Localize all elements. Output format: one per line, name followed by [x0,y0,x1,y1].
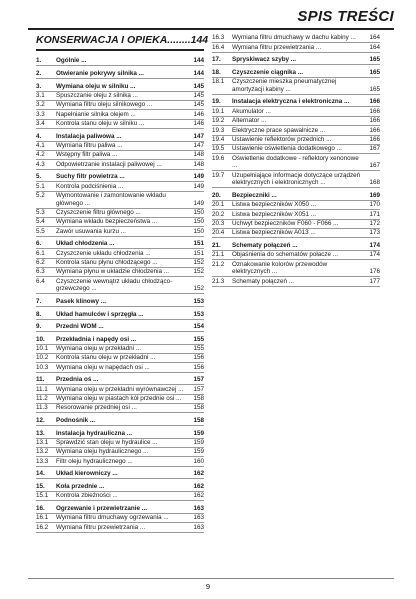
toc-subsection-entry[interactable] [36,218,204,227]
toc-entry-page: 171 [369,210,380,218]
toc-entry-number: 16. [36,504,45,512]
toc-entry-number: 11. [36,376,45,384]
toc-entry-title: Podnośnik ... [56,417,96,425]
toc-entry-title: Instalacja hydrauliczna ... [56,429,132,437]
toc-entry-number: 4. [36,132,42,140]
toc-chapter-entry[interactable] [36,376,204,385]
toc-entry-page: 163 [193,504,204,512]
toc-subsection-entry[interactable] [36,523,204,532]
toc-entry-title: Wymiana oleju w piastach kół przednie osi ... [56,395,182,403]
toc-subsection-entry[interactable] [36,209,204,218]
toc-entry-title: Przedni WOM ... [56,323,104,331]
toc-entry-number: 18. [212,68,221,76]
toc-entry-page: 153 [193,297,204,305]
toc-entry-page: 156 [193,363,204,371]
toc-subsection-entry[interactable] [212,117,380,126]
toc-entry-number: 6.1 [36,249,45,257]
toc-chapter-entry[interactable] [36,240,204,249]
toc-entry-page: 170 [369,201,380,209]
toc-entry-page: 150 [193,218,204,226]
toc-subsection-entry[interactable] [212,220,380,229]
toc-chapter-entry[interactable] [212,69,380,78]
toc-entry-title: Zawór usuwania kurzu ... [56,227,126,235]
toc-entry-number: 15. [36,482,45,490]
toc-entry-page: 145 [193,101,204,109]
toc-entry-title: Suchy filtr powietrza ... [56,173,125,181]
toc-entry-page: 168 [369,179,380,187]
toc-entry-title: Wymiana płynu w układzie chłodzenia ... [56,268,169,276]
toc-entry-page: 167 [369,145,380,153]
toc-entry-number: 6.2 [36,259,45,267]
toc-subsection-entry[interactable] [212,136,380,145]
header-divider [28,28,394,30]
toc-entry-title: Wymiana oleju hydraulicznego ... [56,448,149,456]
toc-entry-title: Filtr oleju hydraulicznego ... [56,457,133,465]
toc-subsection-entry[interactable] [36,457,204,466]
toc-entry-page: 174 [369,241,380,249]
toc-entry-number: 12. [36,417,45,425]
toc-entry-title: Spuszczanie oleju z silnika ... [56,91,138,99]
toc-entry-page: 163 [193,523,204,531]
toc-subsection-entry[interactable] [212,126,380,135]
toc-entry-number: 16.1 [36,514,49,522]
toc-entry-page: 166 [369,98,380,106]
toc-entry-number: 19. [212,98,221,106]
toc-entry-title: Listwa bezpieczników A013 ... [232,229,316,237]
toc-subsection-entry[interactable] [36,92,204,101]
toc-entry-page: 153 [193,310,204,318]
toc-entry-number: 3. [36,82,42,90]
toc-entry-number: 10.2 [36,354,49,362]
toc-entry-title: Wymiana filtru przewietrzania ... [56,523,146,531]
toc-subsection-entry[interactable] [36,448,204,457]
toc-entry-title: Listwa bezpieczników X050 ... [232,201,317,209]
toc-entry-page: 159 [193,448,204,456]
toc-chapter-entry[interactable] [36,57,204,66]
toc-entry-page: 174 [369,251,380,259]
toc-subsection-entry[interactable] [212,171,380,188]
toc-entry-page: 147 [193,132,204,140]
toc-entry-number: 19.5 [212,145,225,153]
toc-entry-page: 158 [193,395,204,403]
toc-chapter-entry[interactable] [36,70,204,79]
toc-subsection-entry[interactable] [36,363,204,372]
toc-chapter-entry[interactable] [36,310,204,319]
toc-subsection-entry[interactable] [36,345,204,354]
toc-entry-title: Ogólnie ... [56,57,87,65]
toc-subsection-entry[interactable] [36,385,204,394]
toc-entry-number: 3.1 [36,91,45,99]
toc-entry-page: 147 [193,141,204,149]
toc-subsection-entry[interactable] [212,229,380,238]
toc-entry-number: 21.3 [212,277,225,285]
toc-entry-page: 167 [369,162,380,170]
toc-entry-page: 146 [193,120,204,128]
toc-subsection-entry[interactable] [36,439,204,448]
toc-entry-title: Układ hamulców i sprzęgła ... [56,310,144,318]
header-title: SPIS TREŚCI [297,8,394,25]
toc-entry-number: 5.2 [36,192,45,200]
toc-entry-title: Koła przednie ... [56,482,105,490]
toc-entry-page: 149 [193,199,204,207]
toc-entry-number: 19.3 [212,126,225,134]
toc-entry-number: 13. [36,429,45,437]
toc-entry-title: Wymiana filtru oleju silnikowego ... [56,101,153,109]
toc-entry-number: 13.3 [36,457,49,465]
toc-entry-number: 4.2 [36,151,45,159]
toc-entry-title: Czyszczenie mieszka pneumatycznej amortyzacji kabiny ... [232,78,337,93]
toc-entry-title: Wymontowanie i zamontowanie wkładu głównego ... [56,192,166,207]
toc-entry-page: 159 [193,429,204,437]
toc-entry-number: 18.1 [212,78,225,86]
toc-chapter-entry[interactable] [36,470,204,479]
section-title [36,34,209,51]
toc-entry-number: 21.1 [212,251,225,259]
toc-entry-page: 145 [193,82,204,90]
toc-entry-number: 20. [212,191,221,199]
toc-chapter-entry[interactable] [36,132,204,141]
toc-entry-title: Czyszczenie układu chłodzenia ... [56,249,151,257]
toc-entry-number: 17. [212,56,221,64]
toc-entry-title: Układ kierowniczy ... [56,470,118,478]
toc-chapter-entry[interactable] [36,429,204,438]
toc-entry-page: 149 [193,173,204,181]
toc-entry-title: Wymiana oleju w napędach osi ... [56,363,150,371]
section-title-page: 144 [190,34,209,46]
toc-entry-page: 148 [193,151,204,159]
toc-entry-title: Uchwyt bezpieczników F060 - F066 ... [232,219,339,227]
toc-entry-title: Kontrola stanu oleju w silniku ... [56,120,145,128]
toc-entry-title: Przekładnia i napędy osi ... [56,335,137,343]
toc-entry-title: Ustawienie oświetlenia dodatkowego ... [232,145,342,153]
toc-entry-page: 166 [369,126,380,134]
toc-entry-number: 15.1 [36,492,49,500]
toc-left-column [36,34,209,533]
page-number: 9 [205,582,211,591]
toc-subsection-entry[interactable] [36,182,204,191]
toc-entry-number: 16.3 [212,34,225,42]
toc-entry-page: 176 [369,268,380,276]
toc-entry-title: Czyszczenie wewnątrz układu chłodząco-grzewczego ... [56,277,173,293]
toc-chapter-entry[interactable] [36,504,204,513]
toc-entry-title: Wstępny filtr paliwa ... [56,151,118,159]
toc-subsection-entry[interactable] [36,142,204,151]
toc-right-list [212,34,380,287]
toc-subsection-entry[interactable] [212,210,380,219]
toc-entry-page: 173 [369,229,380,237]
toc-subsection-entry[interactable] [36,259,204,268]
toc-entry-number: 20.3 [212,219,225,227]
toc-subsection-entry[interactable] [212,201,380,210]
toc-subsection-entry[interactable] [36,151,204,160]
toc-entry-page: 158 [193,417,204,425]
toc-entry-title: Kontrola zbieżności ... [56,492,118,500]
toc-entry-number: 19.4 [212,135,225,143]
toc-entry-number: 13.2 [36,448,49,456]
toc-entry-number: 6.4 [36,277,45,285]
toc-entry-number: 16.4 [212,43,225,51]
toc-entry-number: 3.2 [36,101,45,109]
toc-entry-title: Instalacja paliwowa ... [56,132,122,140]
toc-entry-number: 20.4 [212,229,225,237]
toc-entry-page: 155 [193,335,204,343]
toc-entry-title: Spryskiwacz szyby ... [232,56,297,64]
toc-subsection-entry[interactable] [36,395,204,404]
toc-entry-title: Wymiana filtru dmuchawy w dachu kabiny ... [232,34,356,42]
toc-entry-page: 155 [193,345,204,353]
toc-entry-title: Sprawdzić stan oleju w hydraulice ... [56,438,158,446]
toc-entry-number: 19.2 [212,117,225,125]
toc-subsection-entry[interactable] [36,192,204,209]
toc-entry-number: 20.2 [212,210,225,218]
toc-entry-title: Ustawienie reflektorów przednich ... [232,135,332,143]
toc-subsection-entry[interactable] [36,404,204,413]
toc-entry-title: Objaśnienia do schematów połacze ... [232,251,339,259]
toc-subsection-entry[interactable] [36,354,204,363]
toc-entry-page: 157 [193,385,204,393]
toc-entry-number: 11.1 [36,385,48,393]
toc-entry-number: 4.1 [36,141,45,149]
toc-entry-title: Kontrola stanu płynu chłodzącego ... [56,259,158,267]
toc-entry-number: 14. [36,470,45,478]
toc-entry-title: Schematy połączeń ... [232,241,298,249]
toc-entry-page: 152 [193,268,204,276]
toc-chapter-entry[interactable] [36,82,204,91]
toc-entry-title: Pasek klinowy ... [56,297,107,305]
toc-entry-number: 1. [36,57,42,65]
toc-entry-page: 149 [193,182,204,190]
toc-entry-page: 151 [193,240,204,248]
toc-subsection-entry[interactable] [36,277,204,294]
toc-entry-number: 21.2 [212,260,225,268]
toc-entry-number: 5. [36,173,42,181]
toc-entry-title: Wymiana filtru dmuchawy ogrzewania ... [56,514,169,522]
toc-entry-number: 21. [212,241,221,249]
toc-entry-number: 2. [36,69,42,77]
toc-chapter-entry[interactable] [212,98,380,107]
toc-entry-page: 164 [369,43,380,51]
toc-entry-title: Listwa bezpieczników X051 ... [232,210,317,218]
toc-entry-number: 19.6 [212,154,225,162]
toc-entry-title: Wymiana oleju w przekładni ... [56,345,141,353]
toc-entry-title: Uzupełniające informacje dotyczące urządzeń elektrycznych i elektronicznych ... [232,171,361,187]
toc-subsection-entry[interactable] [36,110,204,119]
toc-entry-number: 5.5 [36,227,45,235]
toc-entry-title: Układ chłodzenia ... [56,240,115,248]
toc-entry-number: 10.1 [36,345,49,353]
toc-entry-page: 162 [193,492,204,500]
toc-entry-title: Ogrzewanie i przewietrzanie ... [56,504,147,512]
toc-subsection-entry[interactable] [36,120,204,129]
toc-entry-page: 163 [193,514,204,522]
toc-subsection-entry[interactable] [212,145,380,154]
toc-entry-page: 159 [193,438,204,446]
toc-entry-number: 11.2 [36,395,48,403]
toc-entry-number: 10. [36,335,45,343]
toc-entry-title: Wymiana filtru przewietrzania ... [232,43,322,51]
toc-entry-title: Instalacja elektryczna i elektroniczna ... [232,98,350,106]
toc-entry-page: 166 [369,135,380,143]
toc-subsection-entry[interactable] [36,249,204,258]
toc-entry-title: Czyszczenie ciągnika ... [232,68,304,76]
toc-entry-page: 152 [193,285,204,293]
toc-entry-page: 164 [369,34,380,42]
toc-entry-title: Resorowanie przedniej osi ... [56,404,137,412]
toc-entry-number: 5.4 [36,218,45,226]
toc-chapter-entry[interactable] [36,173,204,182]
toc-entry-number: 13.1 [36,438,49,446]
section-title-text: KONSERWACJA I OPIEKA [36,34,168,46]
toc-entry-number: 4.3 [36,160,45,168]
toc-entry-page: 162 [193,482,204,490]
toc-entry-page: 150 [193,208,204,216]
toc-subsection-entry[interactable] [212,251,380,260]
toc-entry-page: 165 [369,85,380,93]
toc-entry-title: Elektryczne prace spawalnicze ... [232,126,326,134]
toc-entry-title: Bezpieczniki ... [232,191,277,199]
toc-entry-number: 8. [36,310,42,318]
toc-subsection-entry[interactable] [36,514,204,523]
toc-entry-title: Oznakowanie kolorów przewodów elektrycznych ... [232,260,328,276]
toc-entry-title: Oświetlenie dodatkowe - reflektory xenonowe ... [232,154,359,170]
toc-chapter-entry[interactable] [212,191,380,200]
toc-entry-page: 166 [369,107,380,115]
toc-right-column [212,34,380,287]
toc-entry-page: 166 [369,117,380,125]
toc-entry-page: 148 [193,160,204,168]
toc-entry-title: Napełnianie silnika olejem ... [56,110,136,118]
toc-entry-page: 172 [369,219,380,227]
toc-entry-page: 160 [193,457,204,465]
toc-subsection-entry[interactable] [36,227,204,236]
toc-entry-page: 169 [369,191,380,199]
toc-subsection-entry[interactable] [212,34,380,43]
toc-subsection-entry[interactable] [36,160,204,169]
toc-chapter-entry[interactable] [36,323,204,332]
toc-entry-number: 3.3 [36,110,45,118]
toc-entry-page: 144 [193,57,204,65]
toc-entry-title: Kontrola stanu oleju w przekładni ... [56,354,156,362]
toc-entry-number: 20.1 [212,201,225,209]
toc-entry-number: 10.3 [36,363,49,371]
toc-entry-number: 11.3 [36,404,48,412]
toc-entry-title: Schematy połączeń ... [232,277,294,285]
toc-entry-title: Akumulator ... [232,107,271,115]
toc-entry-title: Wymiana oleju w przekładni wyrównawczej ... [56,385,184,393]
toc-subsection-entry[interactable] [212,277,380,286]
toc-entry-title: Przednia oś ... [56,376,99,384]
toc-entry-number: 7. [36,297,42,305]
toc-chapter-entry[interactable] [36,417,204,426]
toc-entry-number: 19.1 [212,107,225,115]
toc-entry-number: 9. [36,323,42,331]
toc-chapter-entry[interactable] [212,241,380,250]
toc-entry-page: 146 [193,110,204,118]
toc-entry-page: 152 [193,259,204,267]
toc-entry-number: 19.7 [212,171,225,179]
toc-entry-page: 154 [193,323,204,331]
toc-entry-number: 6.3 [36,268,45,276]
toc-entry-page: 177 [369,277,380,285]
toc-subsection-entry[interactable] [212,154,380,171]
toc-entry-page: 144 [193,69,204,77]
toc-subsection-entry[interactable] [212,260,380,277]
toc-entry-page: 165 [369,68,380,76]
toc-subsection-entry[interactable] [36,268,204,277]
toc-entry-page: 162 [193,470,204,478]
toc-chapter-entry[interactable] [36,298,204,307]
footer-divider [28,578,394,579]
toc-entry-number: 5.3 [36,208,45,216]
toc-entry-number: 16.2 [36,523,49,531]
toc-chapter-entry[interactable] [212,56,380,65]
toc-left-list [36,57,204,533]
toc-entry-title: Wymiana oleju w silniku ... [56,82,136,90]
toc-subsection-entry[interactable] [212,78,380,95]
section-title-dots: ........ [167,34,191,46]
toc-entry-number: 5.1 [36,182,45,190]
toc-chapter-entry[interactable] [36,482,204,491]
toc-entry-title: Otwieranie pokrywy silnika ... [56,69,144,77]
toc-entry-page: 165 [369,56,380,64]
toc-entry-number: 3.4 [36,120,45,128]
toc-entry-title: Odpowietrzanie instalacji paliwowej ... [56,160,162,168]
toc-subsection-entry[interactable] [36,492,204,501]
toc-entry-page: 150 [193,227,204,235]
toc-entry-page: 158 [193,404,204,412]
toc-entry-page: 151 [193,249,204,257]
toc-chapter-entry[interactable] [36,335,204,344]
toc-subsection-entry[interactable] [36,101,204,110]
toc-entry-page: 145 [193,91,204,99]
toc-entry-page: 156 [193,354,204,362]
toc-entry-title: Czyszczenie filtru głównego ... [56,208,141,216]
toc-entry-title: Alternator ... [232,117,267,125]
toc-entry-title: Kontrola podciśnienia ... [56,182,124,190]
toc-entry-title: Wymiana wkładu bezpieczeństwa ... [56,218,158,226]
toc-subsection-entry[interactable] [212,43,380,52]
toc-entry-page: 157 [193,376,204,384]
toc-entry-number: 6. [36,240,42,248]
toc-subsection-entry[interactable] [212,107,380,116]
toc-entry-title: Wymiana filtru paliwa ... [56,141,123,149]
